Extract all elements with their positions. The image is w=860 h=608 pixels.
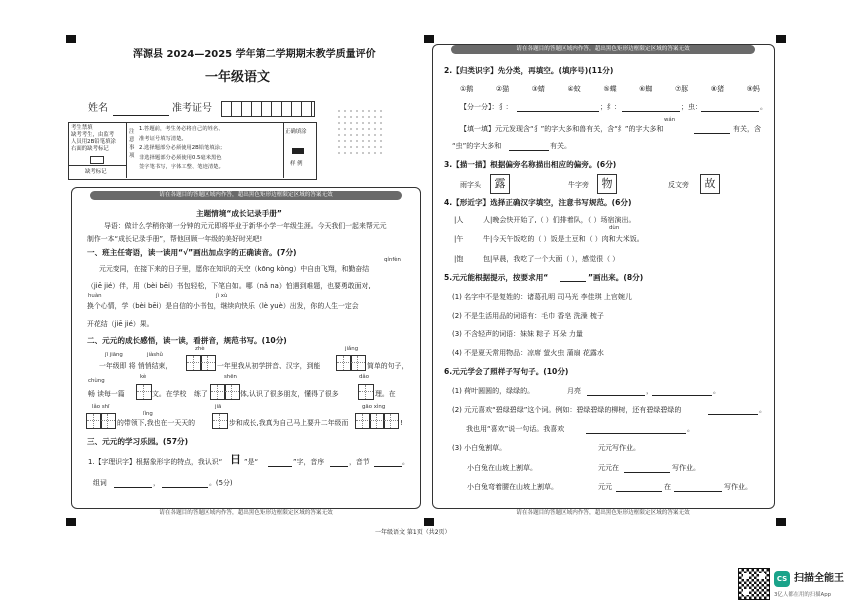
section-1-line-3: 换个心情，学（bèi bēi）是自信的小书包，继续向快乐（lè yuè）出发，你的人生一定会 bbox=[87, 302, 359, 310]
answer-blank[interactable] bbox=[330, 466, 348, 467]
section-1-title: 一、班主任寄语，读一读用“√”画出加点字的正确读音。(7分) bbox=[87, 248, 297, 257]
answer-blank[interactable] bbox=[624, 472, 670, 473]
write-box[interactable] bbox=[200, 355, 216, 371]
exam-subject: 一年级语文 bbox=[205, 70, 271, 85]
intro-line-2: 制作一本“成长记录手册”，帮他回顾一年级的美好时光吧! bbox=[87, 235, 263, 243]
answer-blank[interactable] bbox=[708, 414, 758, 415]
answer-blank[interactable] bbox=[509, 150, 549, 151]
exam-id-label: 准考证号 bbox=[172, 103, 212, 114]
cautions-list: 1.答题前，考生务必将自己的姓名、 准考证号填写清楚。 2.选择题部分必须使用2B铅笔填涂； 非选择题部分必须使用0.5毫米黑色 签字笔书写，字体工整、笔迹清楚。 bbox=[139, 126, 226, 170]
example-label: 正确填涂 bbox=[285, 129, 307, 135]
answer-blank[interactable] bbox=[268, 466, 292, 467]
pictograph-glyph: 日 bbox=[230, 453, 241, 466]
q2-items: ①鹅 ②猫 ③蜻 ④蚊 ⑤蝶 ⑥蜘 ⑦豚 ⑧猪 ⑨蚂 bbox=[460, 85, 760, 93]
scanner-name: 扫描全能王 bbox=[794, 573, 844, 584]
qr-code bbox=[738, 568, 770, 600]
camscanner-logo-icon: CS bbox=[774, 571, 790, 587]
example-sample: 样 例 bbox=[290, 161, 303, 167]
name-label: 姓名 bbox=[88, 103, 108, 114]
write-box[interactable] bbox=[212, 413, 228, 429]
registration-mark bbox=[66, 35, 76, 43]
name-field[interactable] bbox=[113, 115, 169, 116]
registration-mark bbox=[776, 518, 786, 526]
answer-blank[interactable] bbox=[652, 395, 712, 396]
absent-mark-box[interactable] bbox=[90, 156, 104, 164]
answer-blank[interactable] bbox=[701, 111, 759, 112]
absent-note: 考生禁填 缺考考生，由监考 人员用2B铅笔填涂 右面的缺考标记 bbox=[71, 125, 116, 152]
q3-title: 3.【描一描】根据偏旁名称描出相应的偏旁。(6分) bbox=[444, 160, 617, 169]
write-box[interactable] bbox=[383, 413, 399, 429]
cautions-tag: 注意事项 bbox=[129, 129, 135, 159]
bottom-banner-left: 请在各题目的答题区域内作答，超出黑色矩形边框限定区域的答案无效 bbox=[90, 509, 402, 518]
q2-title: 2.【归类识字】先分类，再填空。(填序号)(11分) bbox=[444, 66, 614, 75]
write-box[interactable] bbox=[350, 355, 366, 371]
q5-title: 5.元元能根据提示，按要求用“ bbox=[444, 273, 549, 282]
answer-blank[interactable] bbox=[694, 133, 730, 134]
section-1-line-2: （jiē jié）伴，用（bèi bēi）书包轻松，下笔自如。哪（nǎ na）怕遇到难题，也要勇敢面对, bbox=[87, 282, 371, 290]
q6-title: 6.元元学会了照样子写句子。(10分) bbox=[444, 367, 569, 376]
registration-mark bbox=[424, 518, 434, 526]
answer-blank[interactable] bbox=[517, 111, 599, 112]
intro-line-1: 导语：做计么学稍你第一分钟的元元即将毕业于新华小学一年级生涯。今天我们一起来帮元元 bbox=[104, 222, 387, 230]
trace-char-box[interactable]: 物 bbox=[597, 174, 617, 194]
answer-blank[interactable] bbox=[162, 487, 208, 488]
registration-mark bbox=[776, 35, 786, 43]
answer-blank[interactable] bbox=[674, 491, 722, 492]
scanner-tagline: 3亿人都在用的扫描App bbox=[774, 592, 832, 598]
registration-mark bbox=[66, 518, 76, 526]
top-banner-left: 请在各题目的答题区域内作答，超出黑色矩形边框限定区域的答案无效 bbox=[90, 191, 402, 200]
top-banner-right: 请在各题目的答题区域内作答，超出黑色矩形边框限定区域的答案无效 bbox=[451, 45, 755, 54]
absent-mark-label: 缺考标记 bbox=[85, 169, 107, 175]
theme-title: 主题情境“成长记录手册” bbox=[196, 209, 282, 218]
section-2-title: 二、元元的成长感悟，读一读，看拼音，规范书写。(10分) bbox=[87, 336, 287, 345]
section-1-line-1: 元元变同，在接下来的日子里，愿你在知识的天空（kōng kòng）中自由飞翔，和勤奋结 bbox=[99, 265, 370, 273]
write-box[interactable] bbox=[224, 384, 240, 400]
trace-char-box[interactable]: 故 bbox=[700, 174, 720, 194]
section-3-title: 三、元元的学习乐园。(57分) bbox=[87, 437, 189, 446]
trace-char-box[interactable]: 露 bbox=[490, 174, 510, 194]
answer-blank[interactable] bbox=[114, 487, 152, 488]
q4-title: 4.【形近字】选择正确汉字填空，注意书写规范。(6分) bbox=[444, 198, 632, 207]
answer-blank[interactable] bbox=[622, 111, 680, 112]
answer-blank[interactable] bbox=[616, 491, 662, 492]
section-1-line-4: 开花结（jiē jié）果。 bbox=[87, 320, 154, 328]
write-box[interactable] bbox=[136, 384, 152, 400]
registration-mark bbox=[424, 35, 434, 43]
answer-blank bbox=[560, 281, 586, 282]
example-fill bbox=[292, 148, 304, 154]
write-box[interactable] bbox=[100, 413, 116, 429]
write-box[interactable] bbox=[358, 384, 374, 400]
decorative-dots bbox=[336, 108, 382, 158]
answer-blank[interactable] bbox=[587, 395, 645, 396]
exam-id-boxes[interactable] bbox=[221, 101, 315, 117]
page-footer: 一年级语文 第1页（共2页） bbox=[375, 529, 451, 536]
exam-title: 浑源县 2024—2025 学年第二学期期末教学质量评价 bbox=[133, 49, 376, 60]
bottom-banner-right: 请在各题目的答题区域内作答，超出黑色矩形边框限定区域的答案无效 bbox=[451, 509, 755, 518]
answer-blank[interactable] bbox=[586, 433, 686, 434]
answer-blank[interactable] bbox=[374, 466, 402, 467]
